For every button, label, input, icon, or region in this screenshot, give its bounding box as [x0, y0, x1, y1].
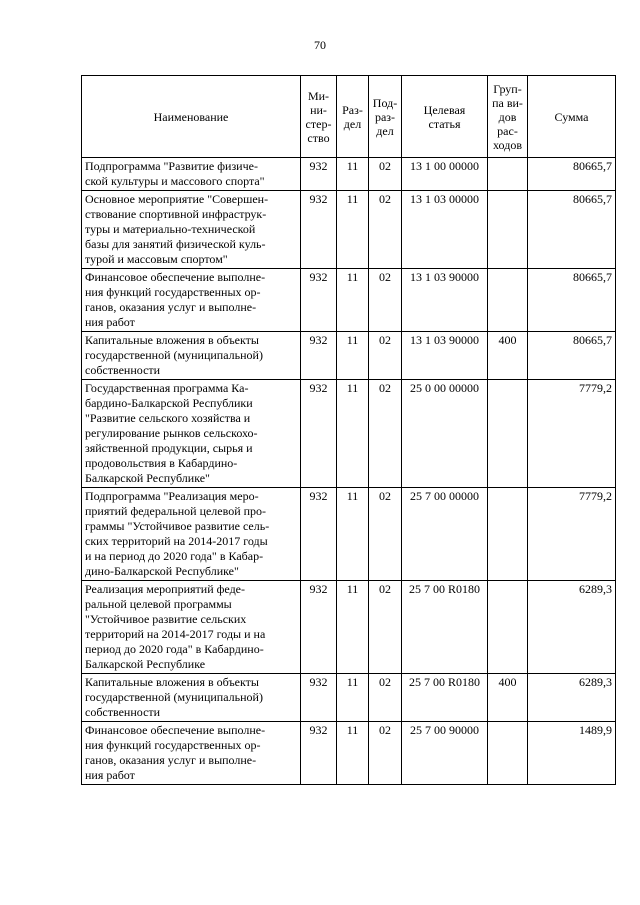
- row-name-cell: Капитальные вложения в объекты государственной (муниципальной) собственности: [82, 674, 301, 722]
- amount-cell: 80665,7: [528, 269, 616, 332]
- target-article-cell: 13 1 03 90000: [402, 332, 488, 380]
- subsection-cell: 02: [369, 581, 402, 674]
- amount-cell: 6289,3: [528, 674, 616, 722]
- expense-group-cell: [488, 581, 528, 674]
- row-name-cell: Государственная программа Ка- бардино-Балкарской Республики "Развитие сельского хозяйства и регулирование рынков сельскохо- зяйственной продукции, сырья и продовольствия в Кабардино- Балкарской Республике": [82, 380, 301, 488]
- subsection-cell: 02: [369, 380, 402, 488]
- row-name-cell: Подпрограмма "Развитие физиче- ской культуры и массового спорта": [82, 158, 301, 191]
- target-article-cell: 25 7 00 00000: [402, 488, 488, 581]
- table-row: [82, 488, 616, 581]
- ministry-cell: 932: [301, 191, 337, 269]
- subsection-cell: 02: [369, 332, 402, 380]
- table-row: [82, 674, 616, 722]
- table-row: [82, 581, 616, 674]
- header-subsection: Под- раз- дел: [369, 76, 402, 158]
- ministry-cell: 932: [301, 332, 337, 380]
- row-name-cell: Реализация мероприятий феде- ральной целевой программы "Устойчивое развитие сельских территорий на 2014-2017 годы и на период до 2020 года" в Кабардино- Балкарской Республике: [82, 581, 301, 674]
- subsection-cell: 02: [369, 674, 402, 722]
- table-header-row: [82, 76, 616, 158]
- header-ministry: Ми- ни- стер- ство: [301, 76, 337, 158]
- row-name-cell: Финансовое обеспечение выполне- ния функций государственных ор- ганов, оказания услуг и выполне- ния работ: [82, 722, 301, 785]
- ministry-cell: 932: [301, 380, 337, 488]
- amount-cell: 80665,7: [528, 158, 616, 191]
- ministry-cell: 932: [301, 488, 337, 581]
- subsection-cell: 02: [369, 722, 402, 785]
- table-row: [82, 158, 616, 191]
- expense-group-cell: 400: [488, 674, 528, 722]
- target-article-cell: 25 0 00 00000: [402, 380, 488, 488]
- section-cell: 11: [337, 269, 369, 332]
- section-cell: 11: [337, 332, 369, 380]
- target-article-cell: 13 1 03 90000: [402, 269, 488, 332]
- table-row: [82, 380, 616, 488]
- section-cell: 11: [337, 380, 369, 488]
- table-row: [82, 332, 616, 380]
- header-target: Целевая статья: [402, 76, 488, 158]
- header-section: Раз- дел: [337, 76, 369, 158]
- subsection-cell: 02: [369, 488, 402, 581]
- amount-cell: 6289,3: [528, 581, 616, 674]
- ministry-cell: 932: [301, 269, 337, 332]
- amount-cell: 1489,9: [528, 722, 616, 785]
- subsection-cell: 02: [369, 269, 402, 332]
- ministry-cell: 932: [301, 581, 337, 674]
- expense-group-cell: [488, 380, 528, 488]
- target-article-cell: 25 7 00 90000: [402, 722, 488, 785]
- ministry-cell: 932: [301, 158, 337, 191]
- expense-group-cell: [488, 269, 528, 332]
- amount-cell: 80665,7: [528, 191, 616, 269]
- section-cell: 11: [337, 581, 369, 674]
- table-row: [82, 269, 616, 332]
- row-name-cell: Финансовое обеспечение выполне- ния функций государственных ор- ганов, оказания услуг и выполне- ния работ: [82, 269, 301, 332]
- target-article-cell: 13 1 03 00000: [402, 191, 488, 269]
- header-amount: Сумма: [528, 76, 616, 158]
- table-row: [82, 722, 616, 785]
- header-expense-group: Груп- па ви- дов рас- ходов: [488, 76, 528, 158]
- expense-group-cell: 400: [488, 332, 528, 380]
- subsection-cell: 02: [369, 158, 402, 191]
- target-article-cell: 13 1 00 00000: [402, 158, 488, 191]
- section-cell: 11: [337, 674, 369, 722]
- target-article-cell: 25 7 00 R0180: [402, 674, 488, 722]
- subsection-cell: 02: [369, 191, 402, 269]
- expense-group-cell: [488, 488, 528, 581]
- section-cell: 11: [337, 722, 369, 785]
- section-cell: 11: [337, 488, 369, 581]
- expense-group-cell: [488, 158, 528, 191]
- row-name-cell: Капитальные вложения в объекты государственной (муниципальной) собственности: [82, 332, 301, 380]
- section-cell: 11: [337, 158, 369, 191]
- expense-group-cell: [488, 191, 528, 269]
- row-name-cell: Основное мероприятие "Совершен- ствование спортивной инфраструк- туры и материально-технической базы для занятий физической куль- турой и массовым спортом": [82, 191, 301, 269]
- amount-cell: 7779,2: [528, 488, 616, 581]
- row-name-cell: Подпрограмма "Реализация меро- приятий федеральной целевой про- граммы "Устойчивое развитие сель- ских территорий на 2014-2017 годы и на период до 2020 года" в Кабар- дино-Балкарской Республике": [82, 488, 301, 581]
- target-article-cell: 25 7 00 R0180: [402, 581, 488, 674]
- ministry-cell: 932: [301, 722, 337, 785]
- expense-group-cell: [488, 722, 528, 785]
- page-number: 70: [314, 38, 326, 52]
- header-name: Наименование: [82, 76, 301, 158]
- ministry-cell: 932: [301, 674, 337, 722]
- section-cell: 11: [337, 191, 369, 269]
- amount-cell: 7779,2: [528, 380, 616, 488]
- amount-cell: 80665,7: [528, 332, 616, 380]
- table-row: [82, 191, 616, 269]
- budget-table: [81, 75, 616, 785]
